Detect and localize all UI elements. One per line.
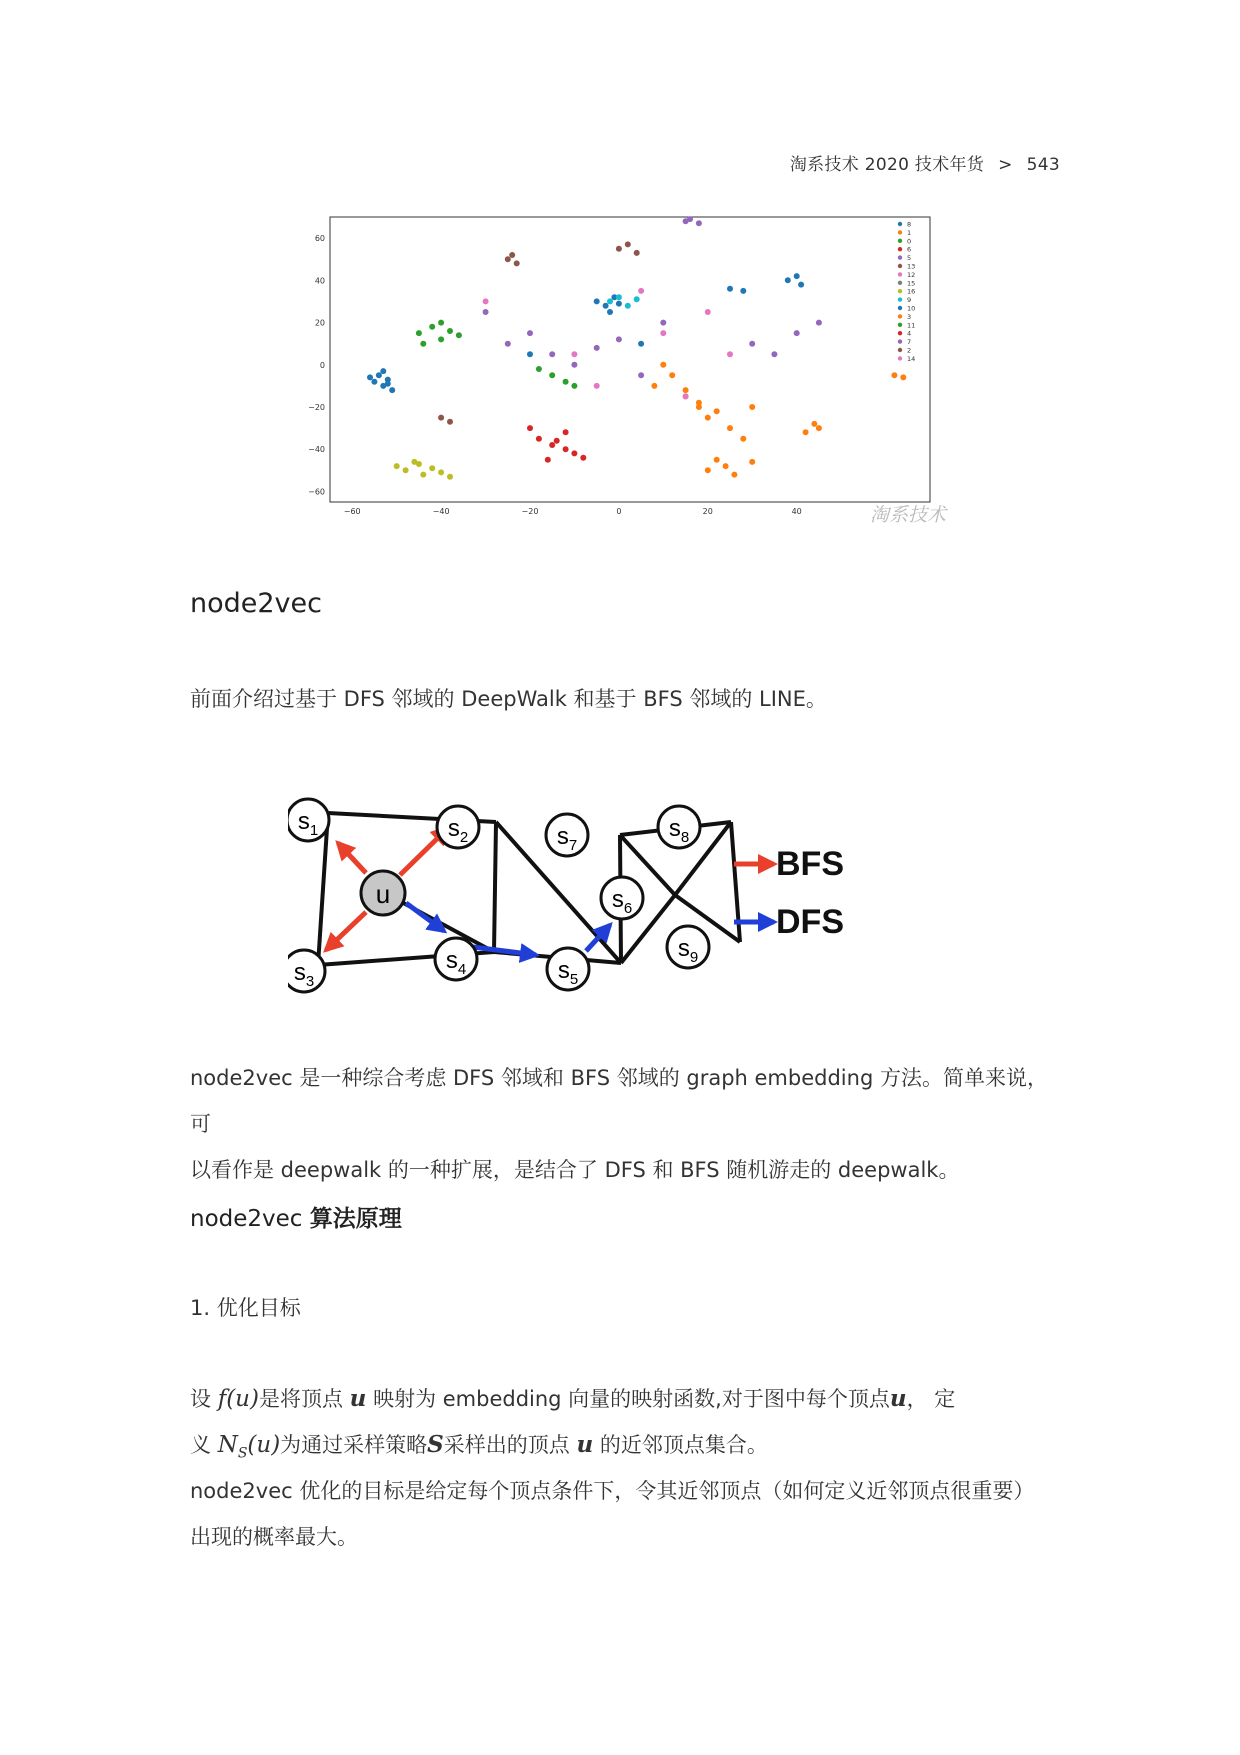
legend-marker bbox=[898, 222, 902, 226]
scatter-point-series-1 bbox=[714, 457, 720, 463]
paragraph-intro: 前面介绍过基于 DFS 邻域的 DeepWalk 和基于 BFS 邻域的 LINE。 bbox=[190, 687, 827, 711]
scatter-point-series-1 bbox=[705, 467, 711, 473]
scatter-point-series-1 bbox=[811, 421, 817, 427]
text-line bbox=[190, 1376, 1060, 1422]
legend-marker bbox=[898, 331, 902, 335]
scatter-point-series-6 bbox=[554, 438, 560, 444]
scatter-point-series-1 bbox=[660, 362, 666, 368]
scatter-point-series-12 bbox=[571, 351, 577, 357]
math-f-u: f(u) bbox=[217, 1386, 259, 1412]
scatter-point-series-8 bbox=[380, 368, 386, 374]
scatter-point-series-12 bbox=[683, 393, 689, 399]
node-s8 bbox=[658, 806, 700, 848]
scatter-point-series-1 bbox=[900, 374, 906, 380]
y-tick-label: 60 bbox=[314, 234, 325, 244]
x-tick-label: −60 bbox=[343, 507, 361, 516]
scatter-point-series-5 bbox=[505, 341, 511, 347]
scatter-point-series-9 bbox=[607, 298, 613, 304]
legend-label: 3 bbox=[907, 312, 912, 321]
scatter-point-series-5 bbox=[483, 309, 489, 315]
node-s3 bbox=[288, 950, 325, 992]
text-line: 以看作是 deepwalk 的一种扩展，是结合了 DFS 和 BFS 随机游走的 deepwalk。 bbox=[190, 1158, 960, 1182]
text-span: 设 bbox=[190, 1387, 218, 1411]
legend-label: 0 bbox=[907, 237, 912, 246]
scatter-point-series-0 bbox=[416, 330, 422, 336]
legend-label: 11 bbox=[907, 321, 916, 330]
legend-label: 14 bbox=[907, 354, 916, 363]
scatter-point-series-8 bbox=[376, 372, 382, 378]
scatter-point-series-5 bbox=[638, 372, 644, 378]
legend-label: 10 bbox=[907, 304, 916, 313]
scatter-point-series-5 bbox=[749, 341, 755, 347]
scatter-point-series-8 bbox=[389, 387, 395, 393]
legend-label: 7 bbox=[907, 338, 912, 347]
svg-text:s5: $s_5$ bbox=[557, 957, 579, 988]
scatter-point-series-5 bbox=[571, 362, 577, 368]
svg-text:s3: $s_3$ bbox=[293, 959, 315, 990]
legend-marker bbox=[898, 230, 902, 234]
scatter-point-series-1 bbox=[651, 383, 657, 389]
scatter-point-series-8 bbox=[367, 374, 373, 380]
y-tick-label: 40 bbox=[314, 276, 325, 286]
scatter-point-series-0 bbox=[456, 332, 462, 338]
scatter-point-series-16 bbox=[394, 463, 400, 469]
legend-marker bbox=[898, 239, 902, 243]
scatter-point-series-1 bbox=[696, 400, 702, 406]
scatter-point-series-8 bbox=[527, 351, 533, 357]
x-tick-label: −40 bbox=[432, 507, 450, 516]
subsection-title bbox=[190, 1200, 402, 1233]
node-s9 bbox=[667, 926, 709, 968]
svg-text:s4: $s_4$ bbox=[445, 947, 467, 978]
node-s2 bbox=[437, 806, 479, 848]
text-span: 是将顶点 bbox=[258, 1387, 350, 1411]
scatter-point-series-6 bbox=[563, 429, 569, 435]
legend-marker bbox=[898, 289, 902, 293]
paragraph-objective bbox=[190, 1468, 1060, 1560]
scatter-point-series-8 bbox=[594, 298, 600, 304]
scatter-point-series-5 bbox=[771, 351, 777, 357]
scatter-point-series-13 bbox=[509, 252, 515, 258]
scatter-point-series-13 bbox=[505, 256, 511, 262]
math-ns-subscript: S bbox=[237, 1445, 248, 1462]
legend-marker bbox=[898, 306, 902, 310]
svg-text:s7: $s_7$ bbox=[556, 823, 578, 854]
node-s5 bbox=[547, 948, 589, 990]
scatter-point-series-5 bbox=[660, 320, 666, 326]
text-line: node2vec 优化的目标是给定每个顶点条件下，令其近邻顶点（如何定义近邻顶点很重要） bbox=[190, 1479, 1035, 1503]
scatter-point-series-6 bbox=[527, 425, 533, 431]
scatter-point-series-6 bbox=[563, 446, 569, 452]
svg-text:u: u bbox=[375, 879, 391, 909]
scatter-point-series-12 bbox=[705, 309, 711, 315]
node-s7 bbox=[546, 814, 588, 856]
scatter-point-series-0 bbox=[563, 379, 569, 385]
math-s: S bbox=[427, 1431, 444, 1458]
scatter-point-series-1 bbox=[803, 429, 809, 435]
scatter-point-series-0 bbox=[447, 328, 453, 334]
legend-marker bbox=[898, 272, 902, 276]
scatter-point-series-0 bbox=[438, 336, 444, 342]
text-line: node2vec 是一种综合考虑 DFS 邻域和 BFS 邻域的 graph embedding 方法。简单来说，可 bbox=[190, 1066, 1048, 1136]
scatter-point-series-1 bbox=[731, 472, 737, 478]
scatter-point-series-16 bbox=[429, 465, 435, 471]
scatter-point-series-12 bbox=[483, 298, 489, 304]
legend-label: 4 bbox=[907, 329, 912, 338]
text-line: 出现的概率最大。 bbox=[190, 1525, 358, 1549]
y-tick-label: −60 bbox=[308, 487, 325, 497]
scatter-point-series-16 bbox=[438, 469, 444, 475]
scatter-point-series-13 bbox=[447, 419, 453, 425]
scatter-point-series-8 bbox=[616, 301, 622, 307]
scatter-point-series-13 bbox=[616, 246, 622, 252]
scatter-point-series-5 bbox=[616, 336, 622, 342]
scatter-point-series-6 bbox=[580, 455, 586, 461]
paragraph-definition bbox=[190, 1376, 1060, 1477]
scatter-point-series-2 bbox=[687, 216, 693, 222]
node-u bbox=[361, 871, 405, 915]
bfs-dfs-graph-diagram bbox=[288, 775, 948, 1010]
scatter-point-series-16 bbox=[420, 472, 426, 478]
graph-legend bbox=[734, 845, 844, 941]
scatter-point-series-12 bbox=[594, 383, 600, 389]
scatter-point-series-12 bbox=[660, 330, 666, 336]
y-tick-label: −40 bbox=[308, 445, 325, 455]
node-s6 bbox=[601, 877, 643, 919]
list-item: 1. 优化目标 bbox=[190, 1296, 301, 1320]
scatter-point-series-1 bbox=[727, 425, 733, 431]
scatter-point-series-1 bbox=[669, 372, 675, 378]
math-ns-arg: (u) bbox=[247, 1432, 281, 1458]
node-s1 bbox=[288, 799, 329, 841]
scatter-point-series-0 bbox=[429, 324, 435, 330]
x-tick-label: 0 bbox=[616, 507, 622, 516]
text-span: 为通过采样策略 bbox=[280, 1433, 428, 1457]
math-ns bbox=[217, 1432, 281, 1462]
legend-marker bbox=[898, 314, 902, 318]
page-header bbox=[790, 150, 1060, 175]
svg-text:s2: $s_2$ bbox=[447, 815, 469, 846]
scatter-point-series-1 bbox=[705, 415, 711, 421]
scatter-point-series-9 bbox=[625, 303, 631, 309]
text-span: 映射为 embedding 向量的映射函数,对于图中每个顶点 bbox=[366, 1387, 890, 1411]
legend-label: 15 bbox=[907, 279, 916, 288]
scatter-point-series-5 bbox=[816, 320, 822, 326]
scatter-point-series-1 bbox=[740, 436, 746, 442]
y-tick-label: 0 bbox=[319, 360, 325, 370]
scatter-point-series-13 bbox=[634, 250, 640, 256]
math-u: u bbox=[576, 1431, 594, 1458]
scatter-point-series-5 bbox=[794, 330, 800, 336]
page-number: 543 bbox=[1026, 155, 1060, 175]
x-tick-label: 40 bbox=[791, 507, 802, 516]
scatter-point-series-1 bbox=[749, 459, 755, 465]
legend-label: 9 bbox=[907, 296, 912, 305]
watermark: 淘系技术 bbox=[870, 504, 947, 526]
tsne-scatter-chart bbox=[300, 212, 1000, 542]
scatter-point-series-8 bbox=[638, 341, 644, 347]
scatter-point-series-0 bbox=[420, 341, 426, 347]
legend-marker bbox=[898, 281, 902, 285]
plot-frame bbox=[330, 217, 930, 502]
scatter-point-series-1 bbox=[683, 387, 689, 393]
scatter-point-series-6 bbox=[549, 442, 555, 448]
scatter-point-series-2 bbox=[696, 220, 702, 226]
legend-label: 1 bbox=[907, 228, 912, 237]
scatter-point-series-16 bbox=[447, 474, 453, 480]
math-ns-base: N bbox=[217, 1432, 238, 1458]
x-tick-label: 20 bbox=[702, 507, 713, 516]
scatter-point-series-8 bbox=[740, 288, 746, 294]
scatter-point-series-16 bbox=[416, 461, 422, 467]
legend-bfs-label: BFS bbox=[776, 845, 844, 883]
legend-label: 5 bbox=[907, 254, 912, 263]
scatter-point-series-8 bbox=[385, 381, 391, 387]
x-tick-label: −20 bbox=[521, 507, 539, 516]
scatter-point-series-1 bbox=[891, 372, 897, 378]
legend-marker bbox=[898, 339, 902, 343]
scatter-point-series-8 bbox=[794, 273, 800, 279]
svg-text:s9: $s_9$ bbox=[677, 935, 699, 966]
scatter-point-series-8 bbox=[371, 379, 377, 385]
scatter-point-series-5 bbox=[594, 345, 600, 351]
paragraph-node2vec-desc bbox=[190, 1055, 1060, 1193]
scatter-point-series-1 bbox=[714, 408, 720, 414]
scatter-point-series-1 bbox=[723, 463, 729, 469]
legend-label: 13 bbox=[907, 262, 916, 271]
legend-marker bbox=[898, 247, 902, 251]
svg-text:s6: $s_6$ bbox=[611, 886, 633, 917]
scatter-point-series-9 bbox=[616, 294, 622, 300]
scatter-point-series-12 bbox=[727, 351, 733, 357]
legend-label: 8 bbox=[907, 220, 912, 229]
scatter-point-series-5 bbox=[527, 330, 533, 336]
header-title: 淘系技术 2020 技术年货 bbox=[789, 155, 985, 175]
scatter-point-series-6 bbox=[536, 436, 542, 442]
scatter-point-series-0 bbox=[549, 372, 555, 378]
scatter-point-series-9 bbox=[634, 296, 640, 302]
text-span: 义 bbox=[190, 1433, 218, 1457]
scatter-point-series-6 bbox=[545, 457, 551, 463]
subsection-title-latin: node2vec bbox=[190, 1206, 303, 1232]
scatter-point-series-5 bbox=[549, 351, 555, 357]
header-separator: > bbox=[998, 155, 1013, 175]
scatter-point-series-8 bbox=[798, 282, 804, 288]
legend-marker bbox=[898, 264, 902, 268]
legend-label: 12 bbox=[907, 270, 916, 279]
legend-marker bbox=[898, 255, 902, 259]
y-tick-label: −20 bbox=[308, 403, 325, 412]
legend-label: 2 bbox=[907, 346, 912, 355]
scatter-point-series-13 bbox=[438, 415, 444, 421]
scatter-point-series-0 bbox=[536, 366, 542, 372]
text-span: ， 定 bbox=[906, 1387, 956, 1411]
scatter-point-series-12 bbox=[638, 288, 644, 294]
scatter-point-series-8 bbox=[603, 303, 609, 309]
scatter-point-series-0 bbox=[571, 383, 577, 389]
legend-marker bbox=[898, 348, 902, 352]
legend-marker bbox=[898, 297, 902, 301]
svg-text:s1: $s_1$ bbox=[297, 808, 319, 839]
scatter-point-series-8 bbox=[727, 286, 733, 292]
legend-marker bbox=[898, 356, 902, 360]
scatter-point-series-8 bbox=[607, 309, 613, 315]
legend-label: 16 bbox=[907, 287, 916, 296]
scatter-point-series-13 bbox=[625, 241, 631, 247]
text-span: 采样出的顶点 bbox=[443, 1433, 577, 1457]
y-tick-label: 20 bbox=[314, 318, 325, 328]
scatter-point-series-13 bbox=[514, 260, 520, 266]
subsection-title-cn: 算法原理 bbox=[309, 1206, 402, 1232]
node-s4 bbox=[435, 938, 477, 980]
scatter-point-series-1 bbox=[749, 404, 755, 410]
legend-dfs-label: DFS bbox=[776, 903, 844, 941]
section-title: node2vec bbox=[190, 588, 322, 619]
math-u: u bbox=[349, 1385, 367, 1412]
scatter-point-series-16 bbox=[403, 467, 409, 473]
legend-label: 6 bbox=[907, 245, 912, 254]
scatter-point-series-1 bbox=[816, 425, 822, 431]
math-u: u bbox=[889, 1385, 907, 1412]
scatter-point-series-8 bbox=[785, 277, 791, 283]
svg-text:s8: $s_8$ bbox=[668, 815, 690, 846]
legend-marker bbox=[898, 323, 902, 327]
scatter-point-series-6 bbox=[571, 450, 577, 456]
text-span: 的近邻顶点集合。 bbox=[593, 1433, 768, 1457]
scatter-point-series-0 bbox=[438, 320, 444, 326]
